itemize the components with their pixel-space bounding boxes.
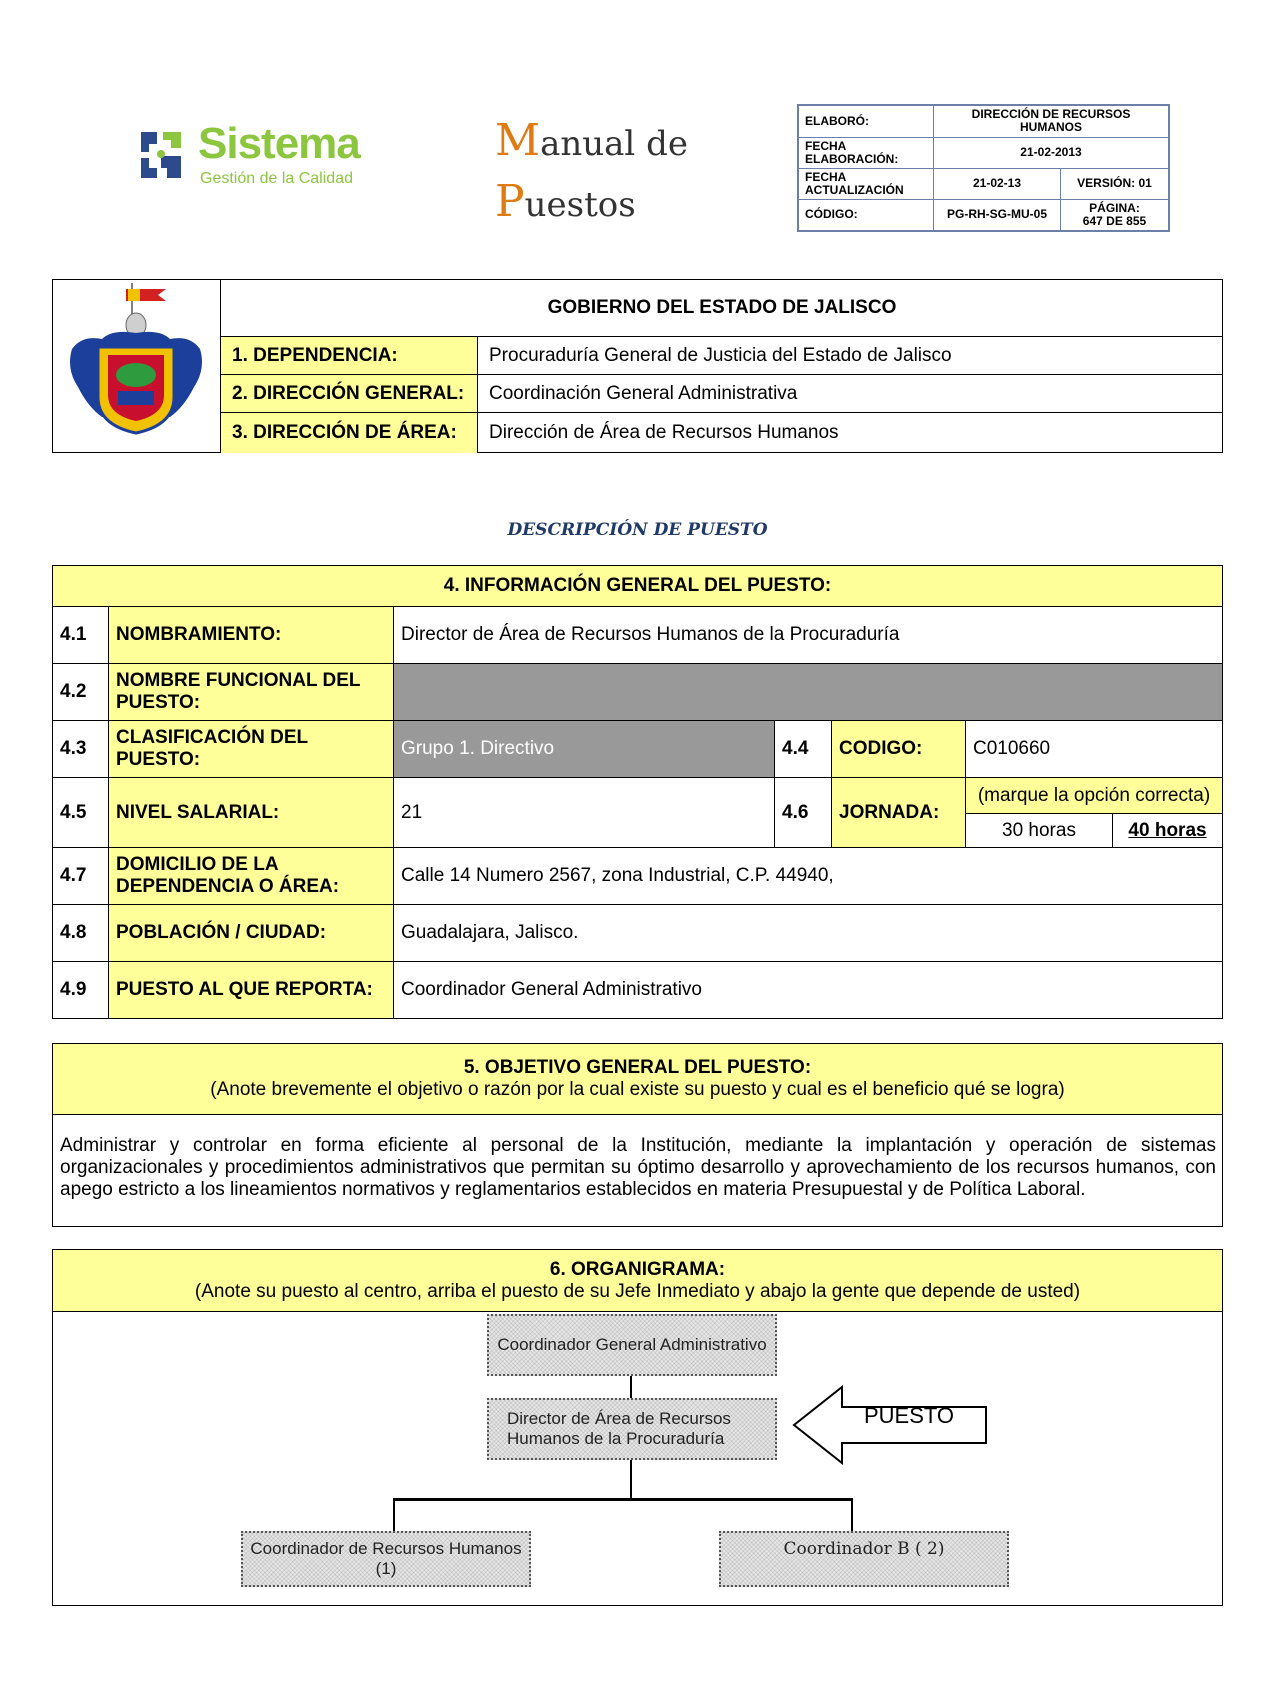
nombramiento-value: Director de Área de Recursos Humanos de la Procuraduría xyxy=(393,606,1223,664)
poblacion-value: Guadalajara, Jalisco. xyxy=(393,904,1223,962)
connector-boss-position xyxy=(630,1375,632,1399)
reporta-value: Coordinador General Administrativo xyxy=(393,961,1223,1019)
logo-subtitle: Gestión de la Calidad xyxy=(200,170,353,187)
descripcion-title: DESCRIPCIÓN DE PUESTO xyxy=(507,520,768,540)
nivel-salarial-label: NIVEL SALARIAL: xyxy=(108,777,394,848)
fecha-actualizacion-value: 21-02-13 xyxy=(934,168,1061,199)
elaboro-label: ELABORÓ: xyxy=(798,105,934,137)
row-4-9-number: 4.9 xyxy=(52,961,109,1019)
puesto-arrow-label: PUESTO xyxy=(863,1403,955,1428)
codigo-value: PG-RH-SG-MU-05 xyxy=(934,199,1061,231)
connector-right-drop xyxy=(851,1498,853,1532)
section5-title: 5. OBJETIVO GENERAL DEL PUESTO: xyxy=(463,1057,812,1078)
direccion-area-value: Dirección de Área de Recursos Humanos xyxy=(489,422,839,443)
row-4-2-number: 4.2 xyxy=(52,663,109,721)
fecha-elaboracion-value: 21-02-2013 xyxy=(934,137,1170,168)
logo-title: Sistema xyxy=(198,119,360,168)
connector-left-drop xyxy=(393,1498,395,1532)
jalisco-coat-of-arms-icon xyxy=(52,279,220,451)
dependencia-value: Procuraduría General de Justicia del Estado de Jalisco xyxy=(489,344,952,366)
elaboro-value: DIRECCIÓN DE RECURSOS HUMANOS xyxy=(934,105,1170,137)
nombre-funcional-value xyxy=(393,663,1223,721)
codigo-label: CÓDIGO: xyxy=(798,199,934,231)
jornada-option-30[interactable]: 30 horas xyxy=(965,813,1113,848)
row-4-3-number: 4.3 xyxy=(52,720,109,778)
section6-title: 6. ORGANIGRAMA: xyxy=(549,1258,726,1280)
poblacion-label: POBLACIÓN / CIUDAD: xyxy=(108,904,394,962)
clasificacion-value: Grupo 1. Directivo xyxy=(393,720,775,778)
row-4-4-number: 4.4 xyxy=(774,720,832,778)
section4-title: 4. INFORMACIÓN GENERAL DEL PUESTO: xyxy=(52,565,1223,607)
nombramiento-label: NOMBRAMIENTO: xyxy=(108,606,394,664)
codigo-label: CODIGO: xyxy=(831,720,966,778)
domicilio-label: DOMICILIO DE LA DEPENDENCIA O ÁREA: xyxy=(108,847,394,905)
section5-subtitle: (Anote brevemente el objetivo o razón por la cual existe su puesto y cual es el beneficio qué se logra) xyxy=(210,1079,1065,1100)
row-4-5-number: 4.5 xyxy=(52,777,109,848)
sistema-logo-icon xyxy=(137,128,185,184)
row-4-6-number: 4.6 xyxy=(774,777,832,848)
document-control-table xyxy=(797,104,1170,232)
jornada-hint: (marque la opción correcta) xyxy=(965,777,1223,814)
manual-title: Manual de Puestos xyxy=(495,115,688,227)
fecha-actualizacion-label: FECHA ACTUALIZACIÓN xyxy=(798,168,934,199)
version-label: VERSIÓN: 01 xyxy=(1061,168,1170,199)
connector-horizontal xyxy=(393,1498,853,1501)
section6-subtitle: (Anote su puesto al centro, arriba el puesto de su Jefe Inmediato y abajo la gente que depende de usted) xyxy=(194,1280,1081,1302)
direccion-general-row xyxy=(221,375,1223,413)
org-box-position: Director de Área de Recursos Humanos de la Procuraduría xyxy=(487,1398,777,1460)
dependencia-label: 1. DEPENDENCIA: xyxy=(221,337,478,374)
org-box-subordinate-2: Coordinador B ( 2) xyxy=(719,1531,1009,1587)
crest-cell xyxy=(52,279,221,453)
objetivo-text: Administrar y controlar en forma eficiente al personal de la Institución, mediante la implantación y operación de sistemas organizacionales y procedimientos administrativos que permitan su óptimo desarrollo y aprovechamiento de los recursos humanos, con apego estricto a los lineamientos normativos y reglamentarios establecidos en materia Presupuestal y de Política Laboral. xyxy=(60,1135,1216,1200)
nivel-salarial-value: 21 xyxy=(393,777,775,848)
org-box-boss: Coordinador General Administrativo xyxy=(487,1314,777,1376)
jornada-label: JORNADA: xyxy=(831,777,966,848)
row-4-8-number: 4.8 xyxy=(52,904,109,962)
direccion-area-row xyxy=(221,413,1223,453)
pagina-label: PÁGINA: xyxy=(1089,200,1140,215)
nombre-funcional-label: NOMBRE FUNCIONAL DEL PUESTO: xyxy=(108,663,394,721)
clasificacion-label: CLASIFICACIÓN DEL PUESTO: xyxy=(108,720,394,778)
codigo-value: C010660 xyxy=(965,720,1223,778)
org-box-subordinate-1: Coordinador de Recursos Humanos (1) xyxy=(241,1531,531,1587)
section5-header xyxy=(52,1043,1223,1115)
government-title: GOBIERNO DEL ESTADO DE JALISCO xyxy=(221,279,1223,337)
jornada-option-40-text: 40 horas xyxy=(1128,819,1207,841)
direccion-general-value: Coordinación General Administrativa xyxy=(489,382,798,404)
connector-position-down xyxy=(630,1459,632,1499)
section6-header xyxy=(52,1249,1223,1312)
direccion-general-label: 2. DIRECCIÓN GENERAL: xyxy=(221,375,478,412)
row-4-1-number: 4.1 xyxy=(52,606,109,664)
domicilio-value: Calle 14 Numero 2567, zona Industrial, C.P. 44940, xyxy=(393,847,1223,905)
dependencia-row xyxy=(221,337,1223,375)
direccion-area-label: 3. DIRECCIÓN DE ÁREA: xyxy=(221,413,478,453)
jornada-option-40[interactable] xyxy=(1112,813,1223,848)
fecha-elaboracion-label: FECHA ELABORACIÓN: xyxy=(798,137,934,168)
row-4-7-number: 4.7 xyxy=(52,847,109,905)
pagina-value: 647 DE 855 xyxy=(1082,213,1147,228)
reporta-label: PUESTO AL QUE REPORTA: xyxy=(108,961,394,1019)
pagina-cell xyxy=(1061,199,1170,231)
